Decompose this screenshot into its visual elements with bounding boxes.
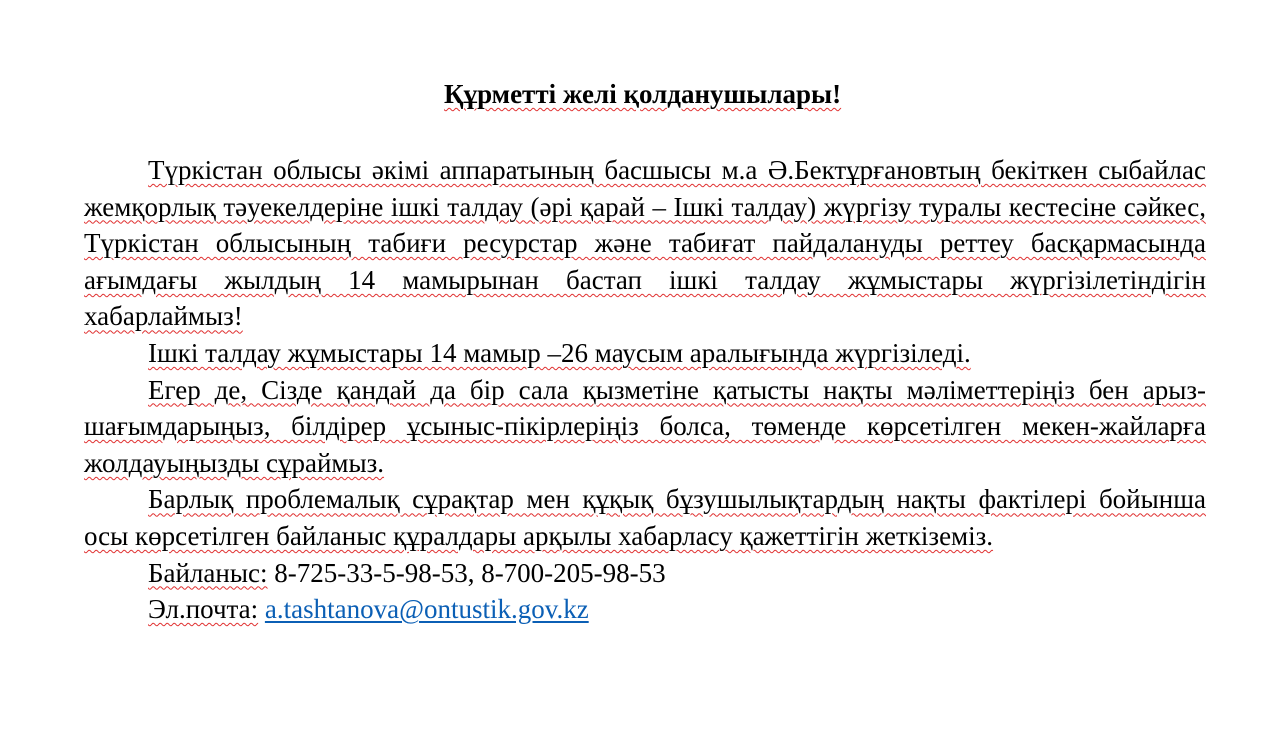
- document-page: [84, 74, 1206, 628]
- blank-line: [84, 114, 1206, 152]
- email-link[interactable]: a.tashtanova@ontustik.gov.kz: [264, 594, 589, 625]
- email-label: Эл.почта:: [148, 594, 259, 625]
- paragraph-dates: Ішкі талдау жұмыстары 14 мамыр –26 маусым аралығында жүргізіледі.: [148, 337, 971, 368]
- document-title: [84, 74, 1206, 114]
- email-line: [84, 591, 1206, 628]
- phone-label: Байланыс:: [148, 557, 268, 588]
- paragraph-announcement: Түркістан облысы әкімі аппаратының басшысы м.а Ә.Бектұрғановтың бекіткен сыбайлас жемқорлық тәуекелдеріне ішкі талдау (әрі қарай – Ішкі талдау) жүргізу туралы кестесіне сәйкес, Түркістан облысының табиғи ресурстар және табиғат пайдалануды реттеу басқармасында ағымдағы жылдың 14 мамырынан бастап ішкі талдау жұмыстары жүргізілетіндігін хабарлаймыз!: [84, 155, 1206, 332]
- phone-line: [84, 555, 1206, 592]
- paragraph-contact-note: Барлық проблемалық сұрақтар мен құқық бұзушылықтардың нақты фактілері бойынша осы көрсетілген байланыс құралдары арқылы хабарласу қажеттігін жеткіземіз.: [84, 484, 1206, 551]
- title-text: Құрметті желі қолданушылары!: [444, 79, 842, 109]
- phone-value: 8-725-33-5-98-53, 8-700-205-98-53: [267, 557, 666, 588]
- paragraph-request: Егер де, Сізде қандай да бір сала қызметіне қатысты нақты мәліметтеріңіз бен арыз-шағымдарыңыз, білдірер ұсыныс-пікірлеріңіз болса, төменде көрсетілген мекен-жайларға жолдауыңызды сұраймыз.: [84, 374, 1206, 478]
